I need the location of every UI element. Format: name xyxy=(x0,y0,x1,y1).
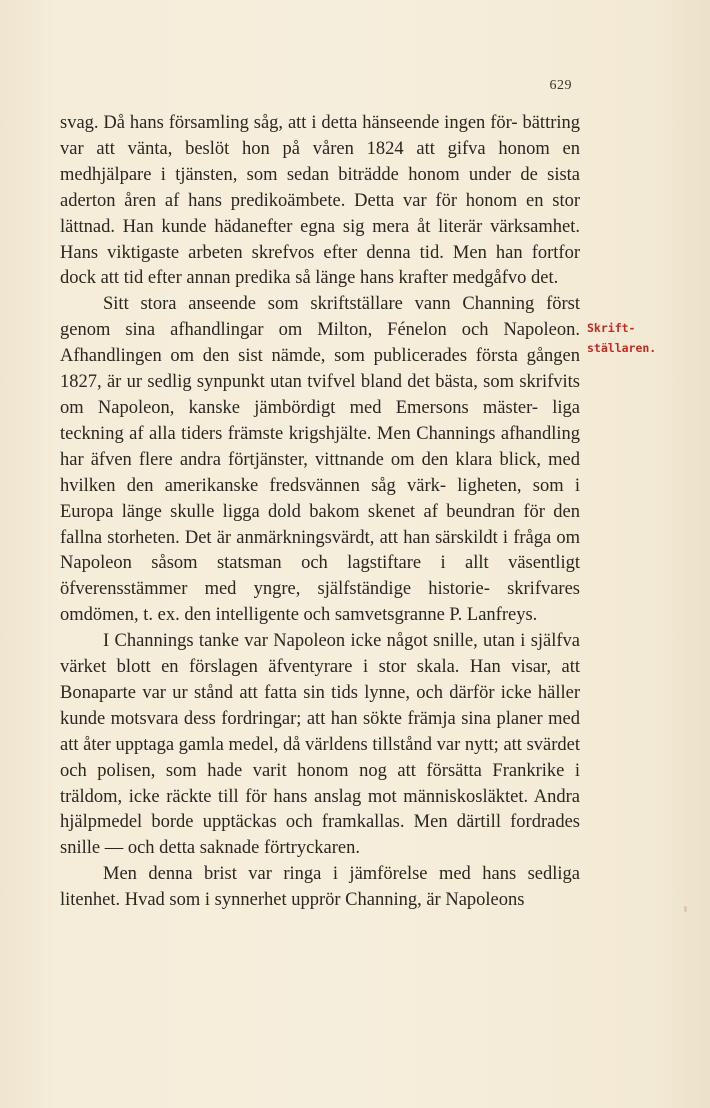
paragraph xyxy=(60,629,580,862)
page-number: 629 xyxy=(549,78,572,93)
text-line: skrifvares omdömen, t. ex. den intelligente och samvetsgranne xyxy=(60,579,581,626)
text-line: afhandling har äfven flere andra förtjänster, vittnande om den xyxy=(60,423,580,470)
text-line: Afhandlingen om den sist nämde, som publicerades första gången xyxy=(60,346,580,367)
text-line: beundran för den fallna storheten. Det är anmärkningsvärdt, att xyxy=(60,501,580,548)
text-line: Sitt stora anseende som skriftställare vann Channing först xyxy=(103,294,580,315)
text-line: skrifvits om Napoleon, kanske jämbördigt med Emersons mäster- xyxy=(60,372,580,418)
text-line: tillstånd var nytt; att svärdet och polisen, som hade varit honom xyxy=(60,734,580,781)
text-line: främja sina planer med att åter upptaga gamla medel, då världens xyxy=(60,708,581,755)
text-line: ligheten, som i Europa länge skulle ligga dold bakom skenet af xyxy=(60,475,580,522)
text-line: liga teckning af alla tiders främste krigshjälte. Men Channings xyxy=(60,397,581,444)
text-line: själfva värket blott en förslagen äfventyrare i stor skala. Han xyxy=(60,631,580,678)
paragraph xyxy=(60,862,580,914)
text-line: nog att försätta Frankrike i träldom, icke räckte till för hans xyxy=(60,760,581,807)
text-line: P. Lanfreys. xyxy=(449,605,538,626)
text-line: visar, att Bonaparte var ur stånd att fatta sin tids lynne, och xyxy=(60,657,580,703)
margin-note xyxy=(587,318,656,358)
paragraph xyxy=(60,111,580,292)
margin-note-line-2: ställaren. xyxy=(587,341,657,355)
text-line: anslag mot människosläktet. Andra hjälpmedel borde upptäckas xyxy=(60,786,580,833)
text-line: i allt väsentligt öfverensstämmer med yngre, själfständige historie- xyxy=(60,553,581,600)
text-line: 1827, är ur sedlig synpunkt utan tvifvel bland det bästa, som xyxy=(60,372,515,393)
text-line: han särskildt i fråga om Napoleon såsom statsman och lagstiftare xyxy=(60,527,581,574)
text-line: I Channings tanke var Napoleon icke något snille, utan i xyxy=(103,631,526,652)
margin-note-line-1: Skrift- xyxy=(587,321,636,335)
text-line: och framkallas. Men därtill fordrades snille — och detta saknade xyxy=(60,812,580,859)
paragraph xyxy=(60,292,580,629)
text-line: klara blick, med hvilken den amerikanske fredsvännen såg värk- xyxy=(60,449,580,496)
paper-speck xyxy=(684,906,687,912)
text-line: Men han fortfor dock att tid efter annan predika så länge hans xyxy=(60,242,581,289)
body-text xyxy=(60,111,580,914)
text-line: Men denna brist var ringa i jämförelse med hans sedliga xyxy=(103,864,580,885)
text-line: därför icke häller kunde motsvara dess fordringar; att han sökte xyxy=(60,682,581,729)
text-line: krafter medgåfvo det. xyxy=(398,268,559,289)
text-line: värksamhet. Hans viktigaste arbeten skrefvos efter denna tid. xyxy=(60,216,580,263)
text-line: förtryckaren. xyxy=(263,838,360,859)
text-line: en stor lättnad. Han kunde hädanefter egna sig mera åt literär xyxy=(60,190,580,237)
text-line: en medhjälpare i tjänsten, som sedan biträdde honom under de xyxy=(60,138,580,185)
text-line: sista aderton åren af hans predikoämbete. Detta var för honom xyxy=(60,164,581,211)
text-line: litenhet. Hvad som i synnerhet upprör Channing, är Napoleons xyxy=(60,890,525,911)
text-line: bättring var att vänta, beslöt hon på våren 1824 att gifva honom xyxy=(60,113,581,159)
text-line: svag. Då hans församling såg, att i detta hänseende ingen för- xyxy=(60,113,518,133)
text-line: genom sina afhandlingar om Milton, Fénelon och Napoleon. xyxy=(60,320,580,341)
